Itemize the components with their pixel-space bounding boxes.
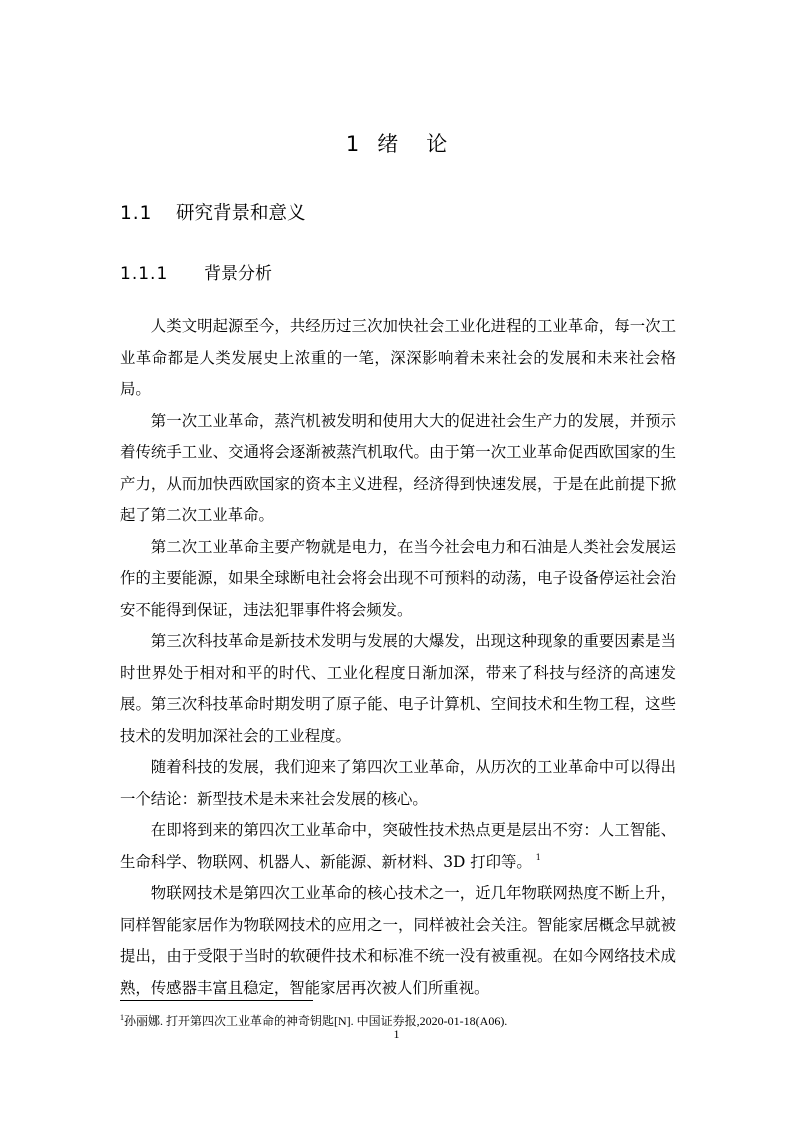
paragraph: 第三次科技革命是新技术发明与发展的大爆发，出现这种现象的重要因素是当时世界处于相对和平的时代、工业化程度日渐加深，带来了科技与经济的高速发展。第三次科技革命时期发明了原子能、电子计算机、空间技术和生物工程，这些技术的发明加深社会的工业程度。: [120, 632, 676, 745]
page-number: 1: [393, 1027, 400, 1041]
subsection-number: 1.1.1: [120, 264, 169, 284]
chapter-number: 1: [345, 132, 360, 156]
paragraph-text: 在即将到来的第四次工业革命中，突破性技术热点更是层出不穷：人工智能、生命科学、物联网、机器人、新能源、新材料、3D 打印等。: [120, 821, 676, 871]
section-number: 1.1: [120, 203, 153, 224]
subsection-heading: [120, 259, 272, 284]
paragraph: 第一次工业革命，蒸汽机被发明和使用大大的促进社会生产力的发展，并预示着传统手工业、交通将会逐渐被蒸汽机取代。由于第一次工业革命促西欧国家的生产力，从而加快西欧国家的资本主义进程，经济得到快速发展，于是在此前提下掀起了第二次工业革命。: [120, 411, 676, 524]
chapter-title: [0, 128, 793, 158]
section-heading: [120, 199, 306, 225]
chapter-title-char-2: 论: [426, 132, 448, 156]
footnote-text: 孙丽娜. 打开第四次工业革命的神奇钥匙[N]. 中国证券报,2020-01-18(A06).: [124, 1014, 508, 1028]
footnote-marker: 1: [120, 1013, 124, 1022]
footnote-reference[interactable]: 1: [535, 853, 541, 863]
paragraph: 物联网技术是第四次工业革命的核心技术之一，近几年物联网热度不断上升，同样智能家居作为物联网技术的应用之一，同样被社会关注。智能家居概念早就被提出，由于受限于当时的软硬件技术和标准不统一没有被重视。在如今网络技术成熟，传感器丰富且稳定，智能家居再次被人们所重视。: [120, 884, 676, 997]
subsection-title: 背景分析: [204, 264, 272, 284]
paragraph: 第二次工业革命主要产物就是电力，在当今社会电力和石油是人类社会发展运作的主要能源，如果全球断电社会将会出现不可预料的动荡，电子设备停运社会治安不能得到保证，违法犯罪事件将会频发。: [120, 537, 676, 619]
footnote-separator: [120, 1000, 313, 1001]
paragraph: 人类文明起源至今，共经历过三次加快社会工业化进程的工业革命，每一次工业革命都是人类发展史上浓重的一笔，深深影响着未来社会的发展和未来社会格局。: [120, 317, 676, 398]
paragraph: 随着科技的发展，我们迎来了第四次工业革命，从历次的工业革命中可以得出一个结论：新型技术是未来社会发展的核心。: [120, 758, 676, 808]
section-title: 研究背景和意义: [176, 203, 306, 224]
paragraph-with-footnote: [120, 815, 676, 878]
body-text: [120, 311, 676, 1004]
chapter-title-char-1: 绪: [377, 132, 399, 156]
